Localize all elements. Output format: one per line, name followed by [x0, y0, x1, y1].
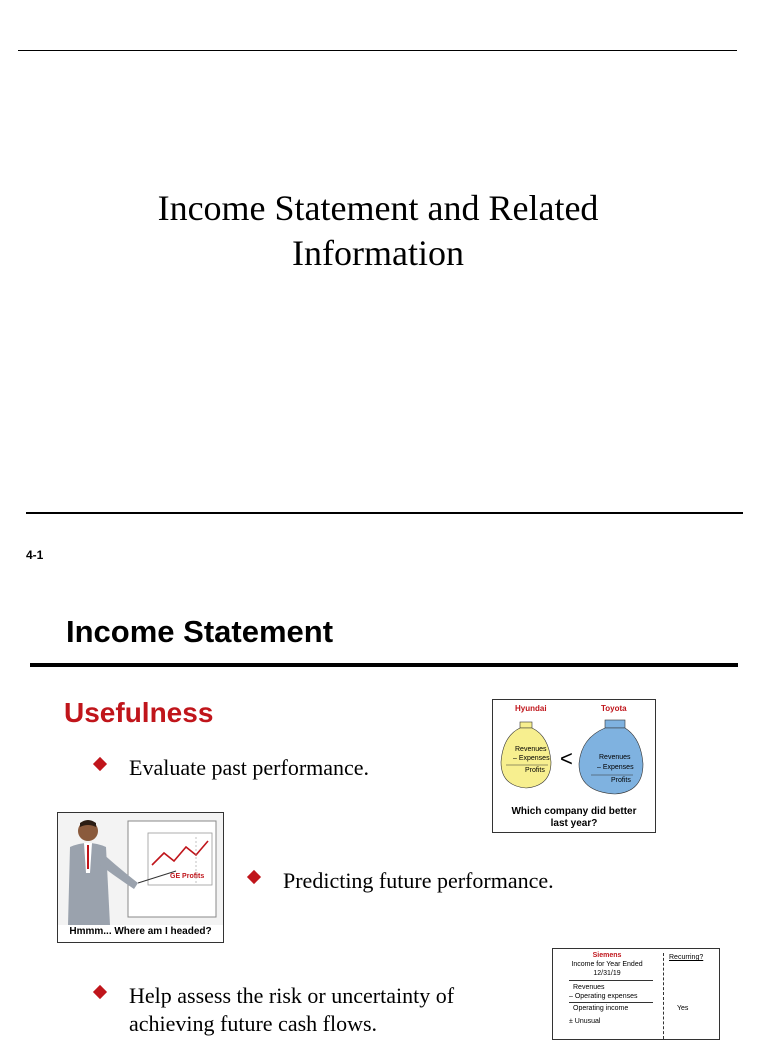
siemens-row-rule: [569, 1002, 653, 1003]
page-number: 4-1: [26, 548, 44, 562]
siemens-header1: Income for Year Ended: [571, 961, 643, 968]
chart-label: GE Profits: [170, 873, 205, 880]
jars-comparison-figure: [492, 699, 656, 833]
jars-caption-line1: Which company did better: [511, 806, 637, 817]
bullet-text-2: Predicting future performance.: [283, 868, 554, 893]
right-company-label: Toyota: [601, 704, 627, 713]
bullet-text-4: achieving future cash flows.: [129, 1011, 378, 1036]
section-title-rule: [30, 663, 738, 667]
slide-divider: [26, 512, 743, 514]
left-company-label: Hyundai: [515, 704, 547, 713]
bullet-icon: [93, 757, 107, 771]
section-title: Income Statement: [66, 614, 334, 649]
bullet-icon: [247, 870, 261, 884]
comparator-symbol: <: [560, 746, 573, 771]
right-jar-expenses: – Expenses: [597, 764, 634, 771]
presenter-illustration: [58, 813, 223, 925]
slide-title: [0, 186, 756, 276]
siemens-row4: ± Unusual: [569, 1018, 601, 1025]
slide-title-line1: Income Statement and Related: [157, 188, 599, 228]
siemens-row2: – Operating expenses: [569, 993, 638, 1000]
siemens-col-divider: [663, 953, 664, 1039]
presenter-figure: [57, 812, 224, 943]
siemens-statement-figure: [552, 948, 720, 1040]
bullet-text-1: Evaluate past performance.: [129, 755, 370, 780]
bullet-icon: [93, 985, 107, 999]
top-rule: [18, 50, 737, 51]
siemens-header-rule: [569, 980, 653, 981]
siemens-row1: Revenues: [573, 984, 605, 991]
siemens-row3: Operating income: [573, 1005, 629, 1012]
siemens-header2: 12/31/19: [593, 970, 621, 977]
subtitle: Usefulness: [64, 697, 214, 728]
bullet-text-3: Help assess the risk or uncertainty of: [129, 983, 455, 1008]
siemens-company: Siemens: [592, 952, 622, 959]
left-jar-profits: Profits: [525, 767, 545, 774]
left-jar-revenues: Revenues: [515, 746, 547, 753]
presenter-caption: Hmmm... Where am I headed?: [69, 926, 212, 937]
siemens-col-header: Recurring?: [669, 954, 704, 961]
jars-caption-line2: last year?: [550, 818, 598, 829]
right-jar-revenues: Revenues: [599, 754, 631, 761]
slide-title-line2: Information: [292, 233, 464, 273]
right-jar-profits: Profits: [611, 777, 631, 784]
left-jar-expenses: – Expenses: [513, 755, 550, 762]
siemens-row3-value: Yes: [677, 1005, 689, 1012]
